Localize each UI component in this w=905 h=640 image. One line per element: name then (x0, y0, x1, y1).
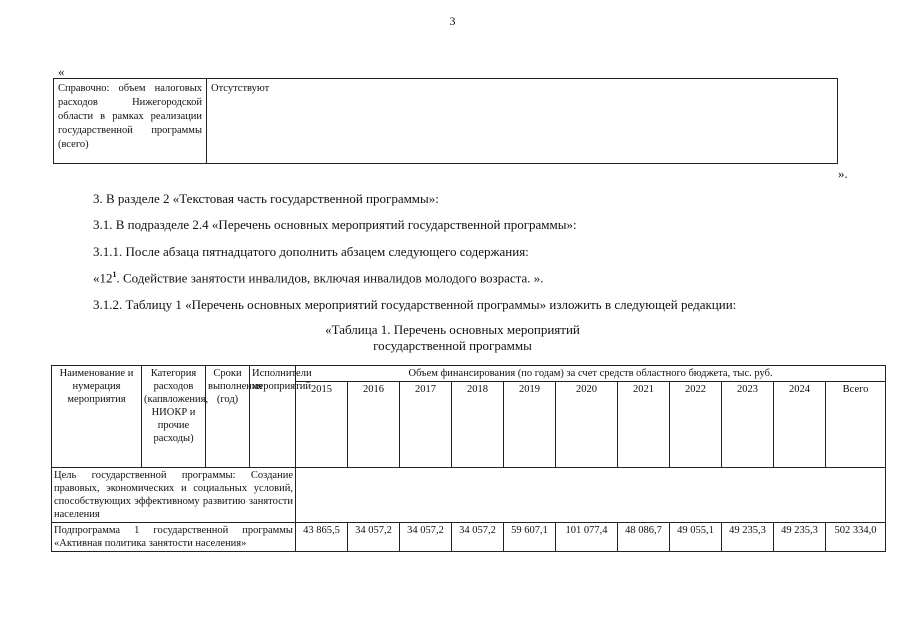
item-number: «12 (93, 270, 113, 286)
header-terms: Сроки выполнения (год) (206, 366, 250, 468)
value-cell: 34 057,2 (348, 523, 400, 552)
value-cell: 49 235,3 (722, 523, 774, 552)
value-cell: 34 057,2 (400, 523, 452, 552)
header-row-1 (52, 366, 886, 382)
paragraph-3-1-2: 3.1.2. Таблицу 1 «Перечень основных мероприятий государственной программы» изложить в следующей редакции: (93, 297, 737, 312)
value-cell: 34 057,2 (452, 523, 504, 552)
year-header: 2023 (722, 382, 774, 468)
paragraph-3-1: 3.1. В подразделе 2.4 «Перечень основных мероприятий государственной программы»: (93, 217, 577, 232)
table-caption-line-2: государственной программы (373, 338, 532, 353)
paragraph-section-3: 3. В разделе 2 «Текстовая часть государственной программы»: (93, 191, 439, 206)
value-cell: 59 607,1 (504, 523, 556, 552)
year-header: 2016 (348, 382, 400, 468)
header-name: Наименование и нумерация мероприятия (52, 366, 142, 468)
value-cell: 101 077,4 (556, 523, 618, 552)
table-caption-line-1: «Таблица 1. Перечень основных мероприятий (325, 322, 580, 337)
goal-empty-cell (296, 468, 886, 523)
reference-label: Справочно: объем налоговых расходов Нижегородской области в рамках реализации государственной программы (всего) (54, 79, 207, 164)
year-header: 2015 (296, 382, 348, 468)
paragraph-item-12-1 (93, 270, 544, 286)
goal-row (52, 468, 886, 523)
header-funding: Объем финансирования (по годам) за счет средств областного бюджета, тыс. руб. (296, 366, 886, 382)
year-header: 2021 (618, 382, 670, 468)
year-header: 2024 (774, 382, 826, 468)
year-header: 2020 (556, 382, 618, 468)
year-header: 2022 (670, 382, 722, 468)
item-superscript: 1 (112, 270, 117, 279)
item-text: . Содействие занятости инвалидов, включая инвалидов молодого возраста. ». (116, 270, 544, 286)
value-cell: 49 235,3 (774, 523, 826, 552)
header-category: Категория расходов (капвложения, НИОКР и прочие расходы) (142, 366, 206, 468)
value-cell: 49 055,1 (670, 523, 722, 552)
year-header: 2017 (400, 382, 452, 468)
table-caption (0, 322, 905, 354)
measures-table (51, 365, 886, 552)
header-executors: Исполнители мероприятий (250, 366, 296, 468)
paragraph-3-1-1: 3.1.1. После абзаца пятнадцатого дополнить абзацем следующего содержания: (93, 244, 529, 259)
goal-text: Цель государственной программы: Создание правовых, экономических и социальных условий, способствующих эффективному развитию занятости населения (52, 468, 296, 523)
reference-table (53, 78, 838, 164)
closing-quote: ». (838, 166, 848, 181)
total-cell: 502 334,0 (826, 523, 886, 552)
value-cell: 48 086,7 (618, 523, 670, 552)
opening-quote: « (58, 64, 65, 79)
year-header: 2019 (504, 382, 556, 468)
page-number: 3 (449, 14, 456, 28)
value-cell: 43 865,5 (296, 523, 348, 552)
total-header: Всего (826, 382, 886, 468)
year-header: 2018 (452, 382, 504, 468)
reference-value: Отсутствуют (207, 79, 838, 164)
subprogram-row (52, 523, 886, 552)
subprogram-name-cell (52, 523, 296, 552)
subprogram-name: Подпрограмма 1 государственной программы «Активная политика занятости населения» (54, 525, 293, 549)
